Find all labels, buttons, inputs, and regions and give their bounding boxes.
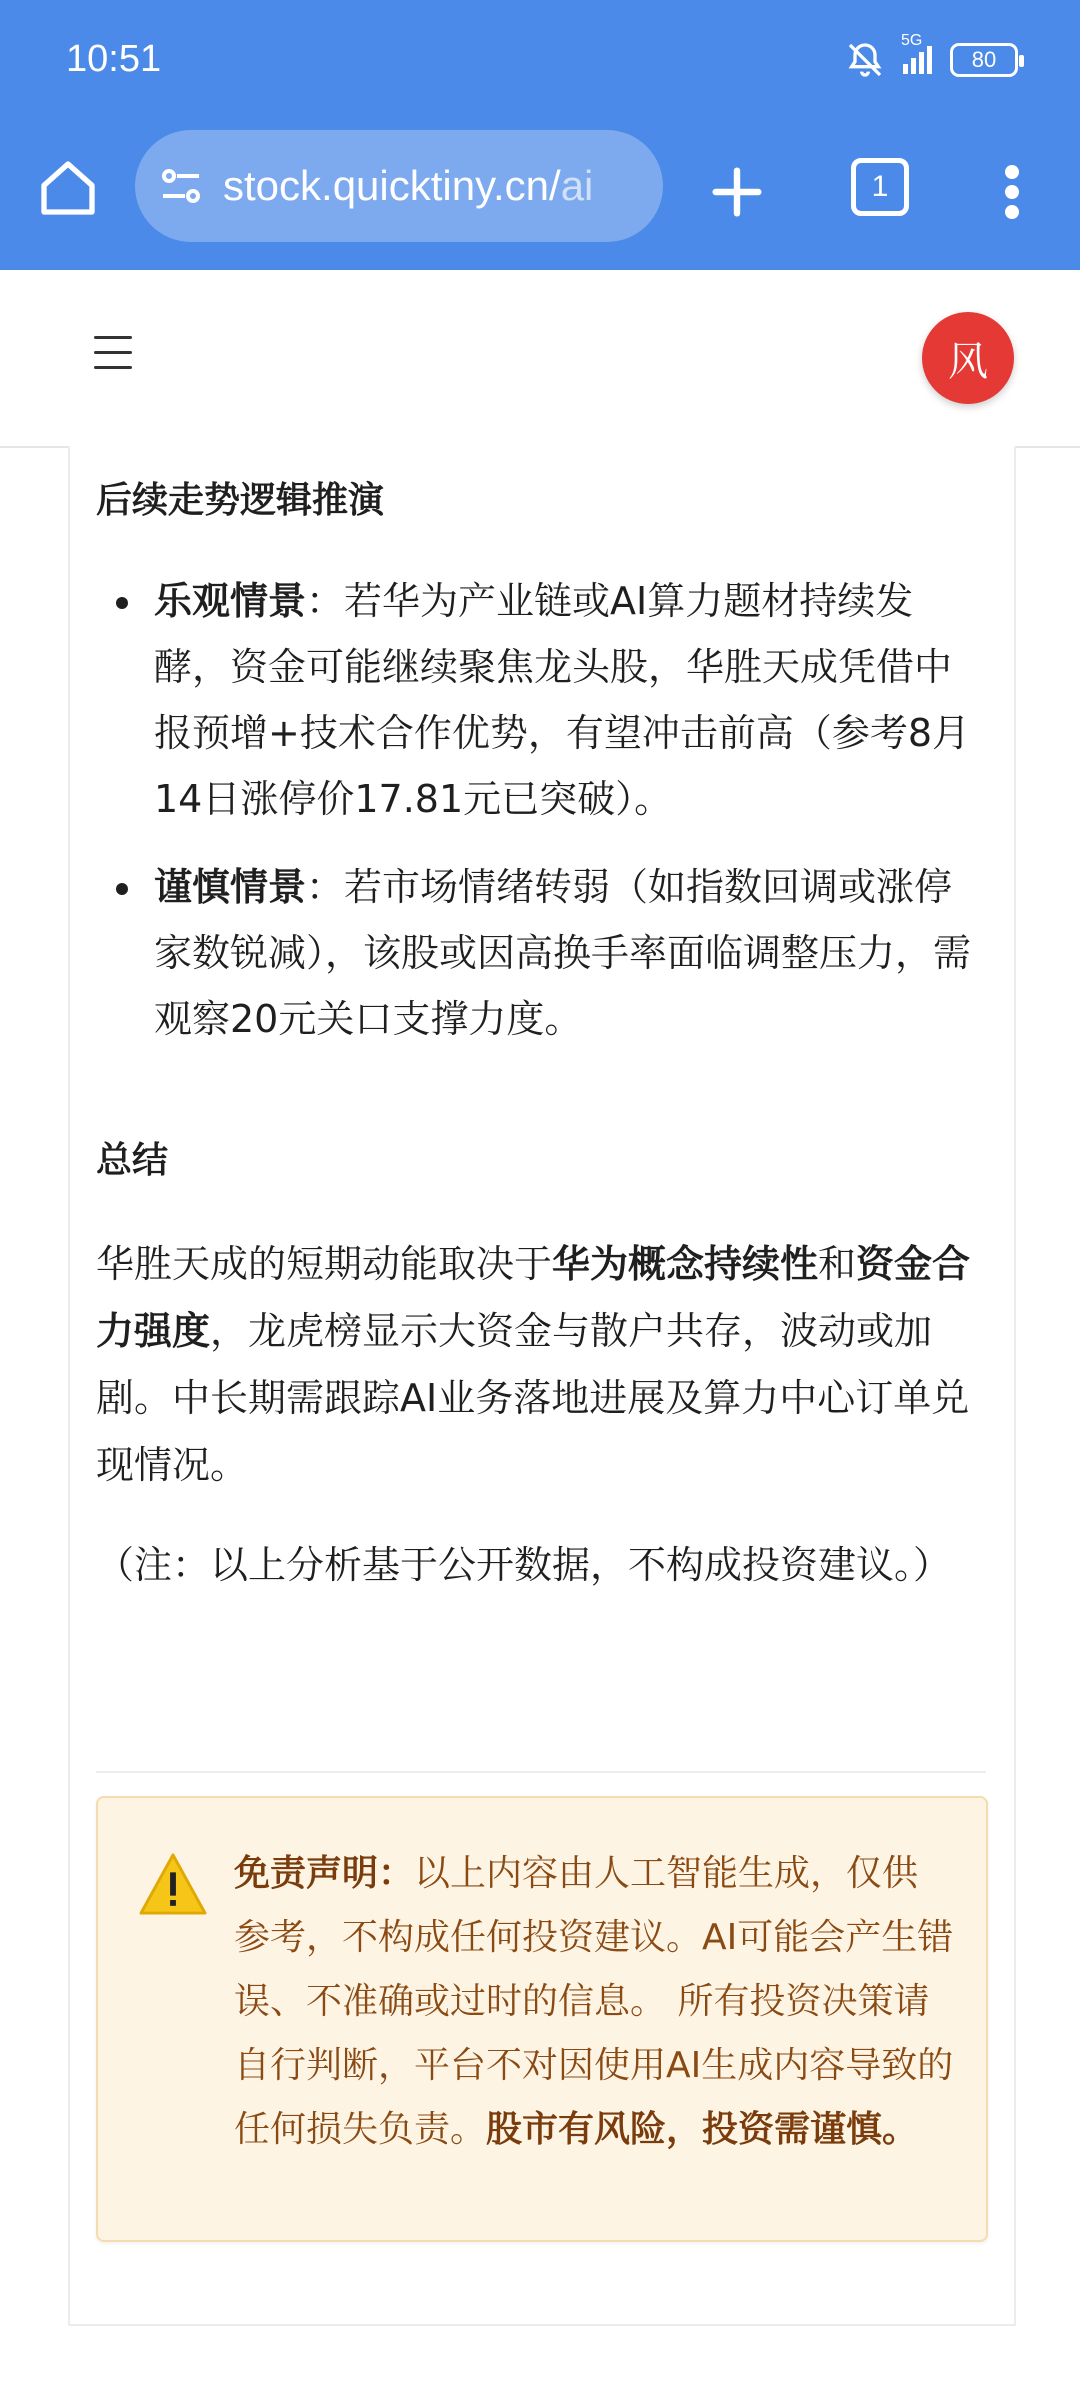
bell-off-icon [845,40,885,80]
status-icons [845,32,1018,80]
url-text[interactable] [223,162,593,210]
new-tab-icon[interactable] [705,160,769,224]
tab-count: 1 [871,170,889,203]
avatar[interactable] [922,312,1014,404]
list-item [96,568,986,832]
scenario-label: 乐观情景 [154,579,307,623]
warning-icon [138,1852,208,1916]
disclaimer-title: 免责声明： [234,1853,415,1894]
summary-emphasis: 资金合力强度 [96,1242,971,1353]
more-menu-icon[interactable] [990,160,1034,224]
url-faded: ai [560,162,594,209]
address-bar[interactable] [135,130,663,242]
url-main: stock.quicktiny.cn/ [223,162,561,209]
scenario-list [96,568,986,1052]
note-paragraph: （注：以上分析基于公开数据，不构成投资建议。） [96,1543,952,1587]
avatar-text: 风 [948,338,988,385]
disclaimer-text [234,1842,954,2162]
summary-text: 和 [818,1242,857,1286]
home-icon[interactable] [36,156,100,220]
network-type: 5G [901,32,923,49]
tab-switcher-button[interactable] [851,158,909,216]
disclaimer-body: 以上内容由人工智能生成，仅供参考，不构成任何投资建议。AI可能会产生错误、不准确或过时的信息。 所有投资决策请自行判断，平台不对因使用AI生成内容导致的任何损失负责。 [234,1853,954,2150]
section-title-summary: 总结 [96,1140,169,1181]
browser-toolbar [0,130,1080,270]
scenario-text: ：若市场情绪转弱（如指数回调或涨停家数锐减），该股或因高换手率面临调整压力，需观察20元关口支撑力度。 [154,865,972,1041]
divider [96,1771,986,1773]
scenario-label: 谨慎情景 [154,865,307,909]
battery-indicator [950,43,1018,77]
page-header [0,270,1080,448]
status-time: 10:51 [66,38,162,80]
summary-text: ，龙虎榜显示大资金与散户共存，波动或加剧。中长期需跟踪AI业务落地进展及算力中心订单兑现情况。 [96,1309,970,1487]
summary-paragraph [96,1231,986,1499]
browser-chrome [0,0,1080,270]
summary-emphasis: 华为概念持续性 [552,1242,819,1286]
battery-level: 80 [971,47,997,72]
signal-icon [901,32,932,74]
menu-icon[interactable] [94,336,132,370]
scenario-text: ：若华为产业链或AI算力题材持续发酵，资金可能继续聚焦龙头股，华胜天成凭借中报预增+技术合作优势，有望冲击前高（参考8月14日涨停价17.81元已突破）。 [154,579,971,821]
summary-text: 华胜天成的短期动能取决于 [96,1242,553,1286]
status-bar [0,0,1080,130]
analysis-card [68,446,1016,2326]
list-item [96,854,986,1052]
site-settings-icon[interactable] [157,162,205,210]
section-title-trend: 后续走势逻辑推演 [96,480,385,521]
disclaimer-emphasis: 股市有风险，投资需谨慎。 [486,2109,919,2150]
disclaimer-box [96,1796,988,2242]
